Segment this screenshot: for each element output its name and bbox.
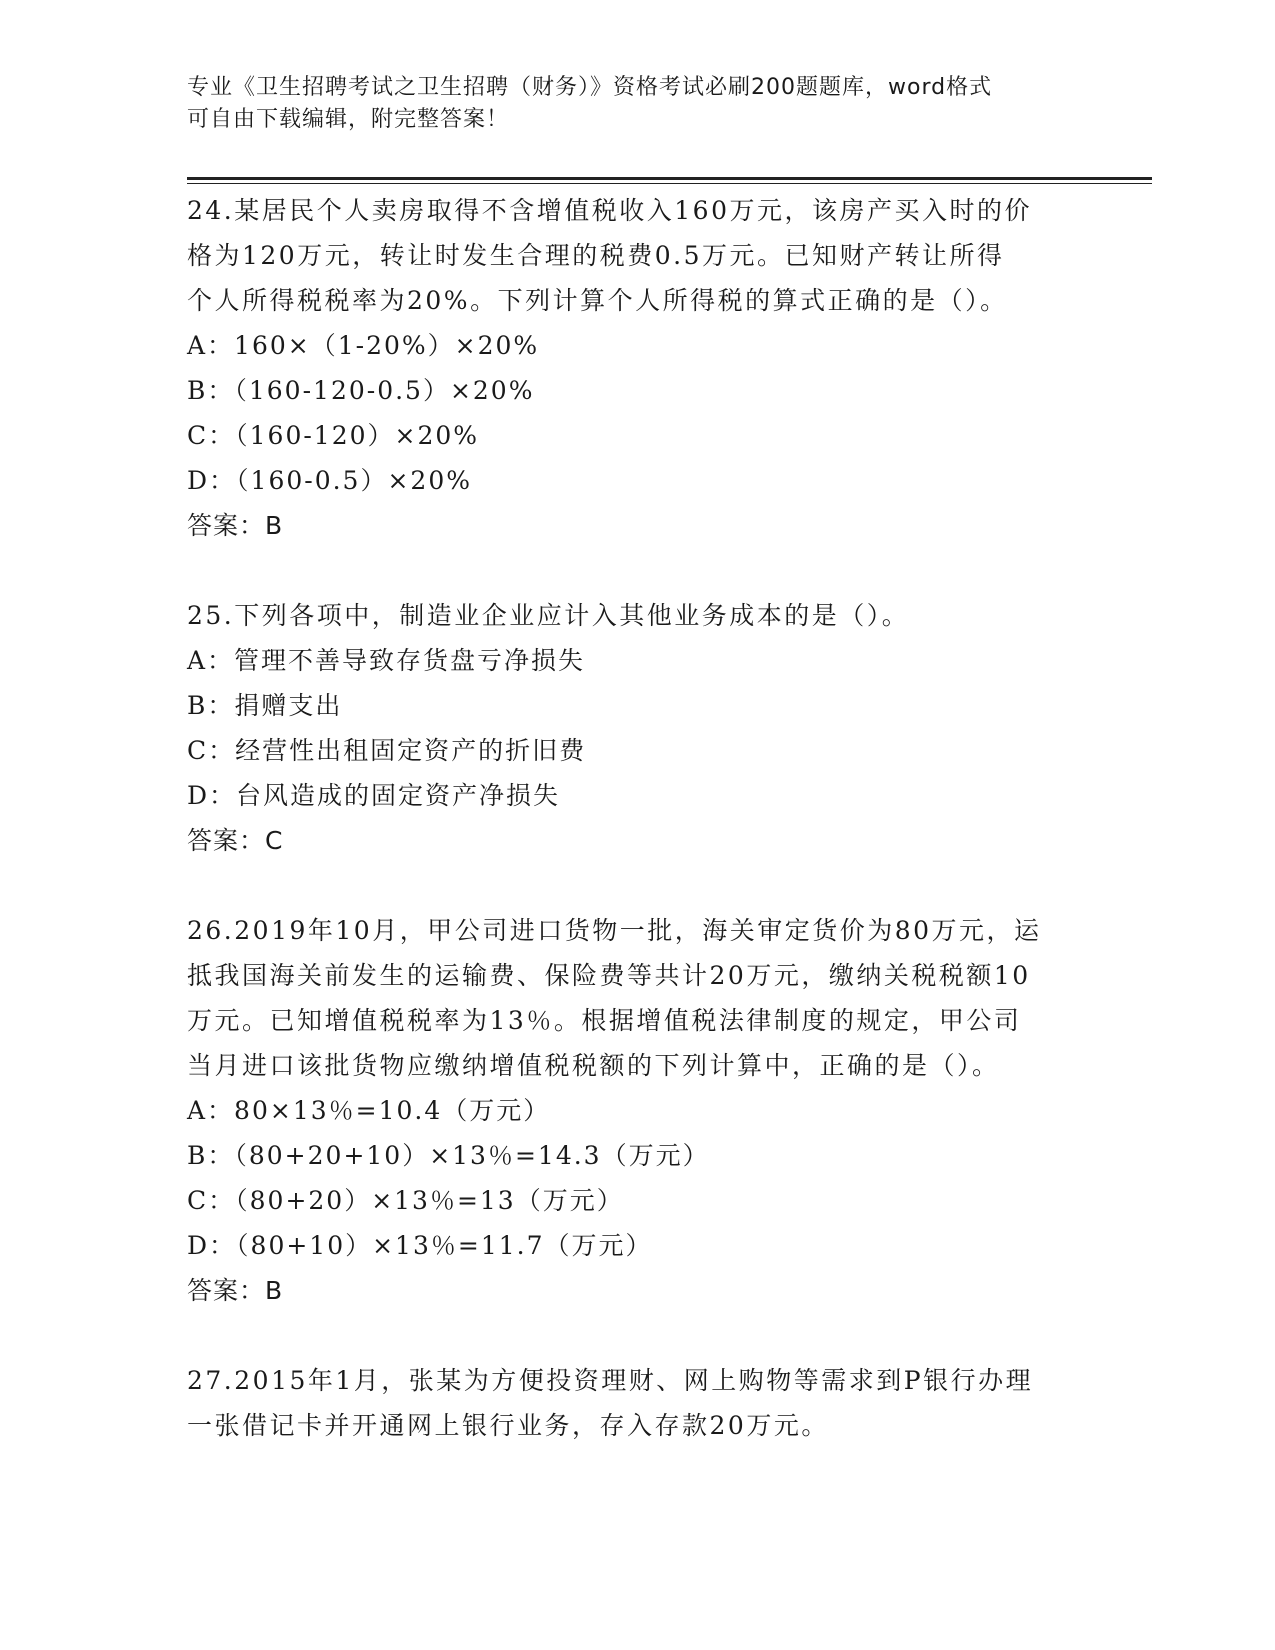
document-header bbox=[187, 72, 1067, 136]
answer-line: 答案：B bbox=[187, 1276, 284, 1305]
option-b: B：捐赠支出 bbox=[187, 691, 343, 720]
question-stem-line: 一张借记卡并开通网上银行业务，存入存款20万元。 bbox=[187, 1411, 829, 1440]
option-a: A：管理不善导致存货盘亏净损失 bbox=[187, 646, 586, 675]
question-stem-line: 25.下列各项中，制造业企业应计入其他业务成本的是（）。 bbox=[187, 601, 910, 630]
option-c: C：经营性出租固定资产的折旧费 bbox=[187, 736, 587, 765]
question-gap bbox=[187, 548, 1087, 593]
question-gap bbox=[187, 863, 1087, 908]
answer-line: 答案：C bbox=[187, 826, 284, 855]
question-stem-line: 个人所得税税率为20%。下列计算个人所得税的算式正确的是（）。 bbox=[187, 286, 1008, 315]
option-a: A：160×（1-20%）×20% bbox=[187, 331, 540, 360]
question-25 bbox=[187, 593, 1087, 863]
option-d: D：（160-0.5）×20% bbox=[187, 466, 472, 495]
option-d: D：（80+10）×13％=11.7（万元） bbox=[187, 1231, 653, 1260]
question-26 bbox=[187, 908, 1087, 1313]
header-divider-thick bbox=[187, 177, 1152, 180]
question-list bbox=[187, 188, 1087, 1448]
question-stem-line: 当月进口该批货物应缴纳增值税税额的下列计算中，正确的是（）。 bbox=[187, 1051, 1000, 1080]
question-27 bbox=[187, 1358, 1087, 1448]
answer-line: 答案：B bbox=[187, 511, 284, 540]
header-divider-thin bbox=[187, 183, 1152, 184]
header-line-1: 专业《卫生招聘考试之卫生招聘（财务）》资格考试必刷200题题库，word格式 bbox=[187, 75, 993, 100]
question-stem-line: 26.2019年10月，甲公司进口货物一批，海关审定货价为80万元，运 bbox=[187, 916, 1042, 945]
option-b: B：（160-120-0.5）×20% bbox=[187, 376, 535, 405]
option-c: C：（80+20）×13％=13（万元） bbox=[187, 1186, 624, 1215]
question-stem-line: 万元。已知增值税税率为13％。根据增值税法律制度的规定，甲公司 bbox=[187, 1006, 1022, 1035]
option-d: D：台风造成的固定资产净损失 bbox=[187, 781, 561, 810]
question-stem-line: 抵我国海关前发生的运输费、保险费等共计20万元，缴纳关税税额10 bbox=[187, 961, 1031, 990]
question-stem-line: 24.某居民个人卖房取得不含增值税收入160万元，该房产买入时的价 bbox=[187, 196, 1032, 225]
option-c: C：（160-120）×20% bbox=[187, 421, 480, 450]
question-stem-line: 格为120万元，转让时发生合理的税费0.5万元。已知财产转让所得 bbox=[187, 241, 1005, 270]
question-stem-line: 27.2015年1月，张某为方便投资理财、网上购物等需求到P银行办理 bbox=[187, 1366, 1034, 1395]
header-line-2: 可自由下载编辑，附完整答案！ bbox=[187, 107, 510, 132]
option-b: B：（80+20+10）×13％=14.3（万元） bbox=[187, 1141, 710, 1170]
question-gap bbox=[187, 1313, 1087, 1358]
option-a: A：80×13％=10.4（万元） bbox=[187, 1096, 551, 1125]
question-24 bbox=[187, 188, 1087, 548]
